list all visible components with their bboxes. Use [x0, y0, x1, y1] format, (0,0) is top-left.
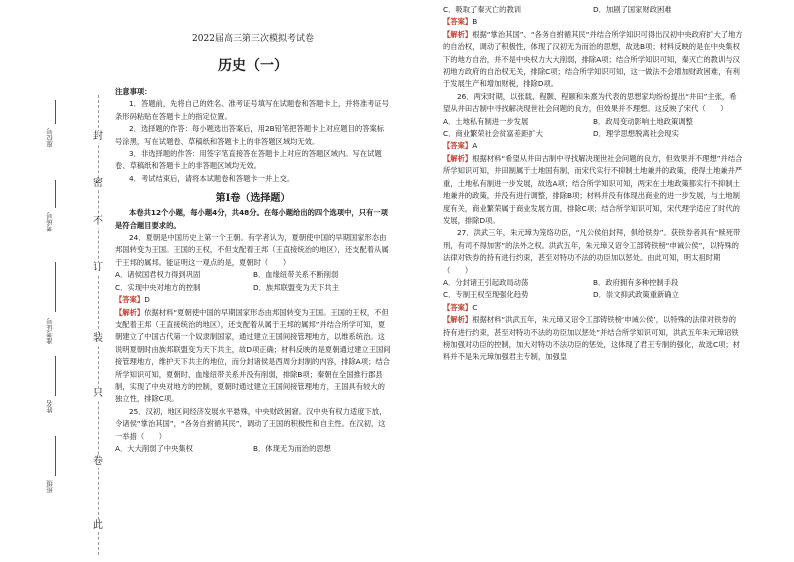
fill-line [55, 356, 56, 396]
question-25-options [443, 4, 743, 16]
notice-item: 4．考试结束后，请将本试题卷和答题卡一并上交。 [129, 173, 295, 183]
option: D．理学思想脱离社会现实 [593, 129, 679, 139]
admission-number-label: 准考证号 [46, 318, 54, 344]
option: A．诸侯国君权力得到巩固 [115, 270, 201, 280]
question-24-stem: 24．夏朝是中国历史上第一个王朝。有学者认为，夏朝使中国的早期国家形态由邦国转变为王国。王国的王权，不但支配着王邦（王直接统治的地区），还支配着从属于王邦的属邦。能证明这一观点的是，夏朝时（ ） [115, 233, 389, 267]
question-24-answer: 【答案】D [115, 295, 150, 305]
notice-item: 3．非选择题的作答：用签字笔直接答在答题卡上对应的答题区域内。写在试题卷、草稿纸和答题卡上的非答题区域均无效。 [115, 149, 382, 171]
question-27-analysis: 【解析】根据材料“洪武五年，朱元璋又诏令工部铸铁榜‘申诫公侯’，以特殊的法律对铁券的持有进行约束，甚至对特功不法的功臣加以惩处”并结合所学知识可知，洪武五年朱元璋诏铁榜加强对功臣的控制，加大对特功不法功臣的惩处，这体现了君王专制的强化，故选C项；材料并不是朱元璋加强君主专制，加强皇 [443, 315, 740, 362]
question-24-analysis: 【解析】依据材料“夏朝使中国的早期国家形态由邦国转变为王国。王国的王权，不但支配着王邦（王直接统治的地区），还支配着从属于王邦的属邦”并结合所学可知，夏朝建立了中国古代第一个奴隶制国家，通过建立王国间接管理地方，以维系统治。这说明夏朝时由族邦联盟变为天下共主，故D项正确；材料反映的是夏朝通过建立王国间接管理地方，维护天下共主的地位，而分封诸侯是西周分封制的内容，排除A项；结合所学知识可知，夏朝时，血缘纽带关系并没有削弱，排除B项；秦朝在全国推行郡县制，实现了中央对地方的控制，夏朝时通过建立王国间接管理地方，王国具有较大的独立性，排除C项。 [115, 307, 391, 404]
fill-line [55, 262, 56, 312]
option: D．族邦联盟变为天下共主 [253, 282, 339, 292]
binding-margin [0, 0, 120, 562]
seal-char: 卷 [93, 456, 103, 467]
question-26-stem: 26．两宋时期，以张载、程颢、程颐和朱熹为代表的思想家均纷纷提出“井田”主张，希望从井田古制中寻找解决现世社会问题的良方，但效果并不理想。这反映了宋代（ ） [443, 91, 737, 114]
seal-char: 密 [93, 178, 103, 189]
fill-line [55, 100, 56, 124]
option: D．加剧了国家财政困难 [593, 5, 672, 14]
section-title: 第Ⅰ卷（选择题） [215, 193, 291, 205]
left-column [115, 0, 391, 455]
option: C．专制王权至现强化趋势 [443, 290, 529, 300]
question-24-options [115, 269, 391, 281]
question-25-options [115, 443, 391, 455]
seal-char: 只 [93, 388, 103, 399]
exam-room-label: 考场号 [46, 212, 54, 232]
question-27-answer: 【答案】C [443, 302, 478, 312]
option: A．大大削弱了中央集权 [115, 443, 193, 453]
option: A．分封诸王引起政局动荡 [443, 277, 529, 287]
option: B．政局变动影响土地政策调整 [593, 116, 693, 126]
exam-title: 2022届高三第三次模拟考试卷 [192, 34, 314, 44]
seal-char: 封 [93, 131, 103, 142]
fill-line [55, 180, 56, 208]
seal-char: 此 [93, 520, 103, 531]
question-27-options [443, 289, 743, 301]
question-26-options [443, 128, 743, 140]
seal-line [98, 95, 99, 555]
question-26-analysis: 【解析】根据材料“希望从井田古制中寻找解决现世社会问题的良方，但效果并不理想”并结合所学知识可知，井田制属于土地国有制，而宋代实行不抑制土地兼并的政策，使得土地兼并严重，土地私有制进一步发展，故选A项；结合所学知识可知，两宋在土地政策都实行不抑制土地兼并的政策，并没有进行调整，排除B项；材料并没有体现出商业的进一步发展，与土地制度有关，商业繁荣属于商业发展方面，排除C项；结合所学知识可知，宋代理学适应了时代的发展，排除D项。 [443, 153, 743, 225]
question-25-answer: 【答案】B [443, 17, 478, 27]
section-instruction: 本卷共12个小题，每小题4分，共48分。在每小题给出的四个选项中，只有一项是符合题目要求的。 [115, 208, 388, 230]
question-25-analysis: 【解析】根据“掌治其国”、“各务自拊循其民”并结合所学知识可得出汉初中央政府扩大了地方的自治权，调动了积极性，体现了汉初无为而治的思想，故选B项；材料反映的是在中央集权下的地方自治，并不是中央权力大大削弱，排除A项；结合所学知识可知，秦灭亡的教训与汉初地方政府的自治权无关，排除C项；结合所学知识可知，这一做法不会增加财政困难，有利于发展生产和增加财税，排除D项。 [443, 29, 743, 89]
option: B．血缘纽带关系不断削弱 [253, 270, 339, 280]
option: C．实现中央对地方的控制 [115, 282, 201, 292]
question-26-options [443, 116, 743, 128]
right-column [443, 4, 743, 364]
notice-item: 2．选择题的作答：每小题选出答案后，用2B铅笔把答题卡上对应题目的答案标号涂黑，写在试题卷、草稿纸和答题卡上的非答题区域均无效。 [115, 124, 385, 146]
question-27-options [443, 277, 743, 289]
question-27-stem: 27．洪武三年，朱元璋为笼络功臣，“凡公侯伯封拜，俱给铁券”。获铁券者具有“赎死带刑，有司不得加害”的法外之权。洪武五年，朱元璋又诏令工部铸铁榜“申诫公侯”，以特殊的法律对铁券的持有进行约束，甚至对特功不法的功臣加以惩处。由此可知，明太祖时期（ ） [443, 228, 741, 275]
option: C．吸取了秦灭亡的教训 [443, 5, 522, 14]
notice-heading: 注意事项： [115, 87, 152, 96]
name-label: 姓名 [46, 400, 54, 413]
option: B．政府拥有多种控制手段 [593, 277, 679, 287]
option: A．土地私有制进一步发展 [443, 116, 529, 126]
seal-char: 装 [93, 333, 103, 344]
seal-char: 订 [93, 262, 103, 273]
seal-char: 不 [93, 216, 103, 227]
option: B．体现无为而治的思想 [253, 443, 331, 453]
subject-title: 历史（一） [218, 58, 288, 74]
question-26-answer: 【答案】A [443, 141, 478, 151]
option: C．商业繁荣社会贫富差距扩大 [443, 129, 543, 139]
option: D．崇文抑武政策重新确立 [593, 290, 679, 300]
question-25-stem: 25．汉初，地区间经济发展水平悬殊，中央财政困窘。汉中央有权力适度下放，令诸侯“掌治其国”，“各务自拊循其民”，调动了王国的积极性和自主性。在汉初，这一举措（ ） [115, 406, 387, 441]
class-label: 班级 [46, 480, 54, 493]
fill-line [55, 436, 56, 476]
seat-number-label: 座位号 [46, 128, 54, 148]
question-24-options [115, 282, 391, 294]
notice-item: 1．答题前，先将自己的姓名、准考证号填写在试题卷和答题卡上，并将准考证号条形码粘贴在答题卡上的指定位置。 [115, 99, 390, 121]
